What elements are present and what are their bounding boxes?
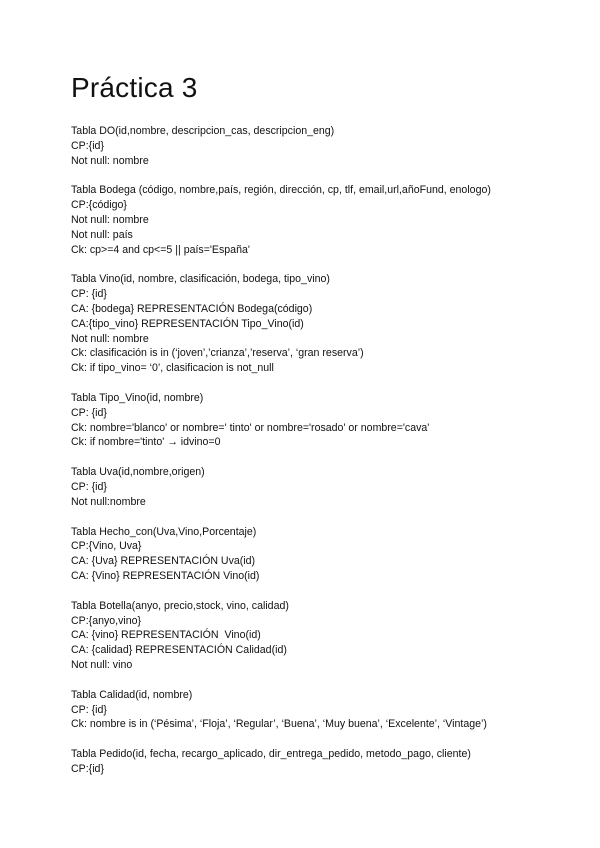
constraint-line: CP: {id} bbox=[71, 703, 107, 716]
constraint-line: CA: {Vino} REPRESENTACIÓN Vino(id) bbox=[71, 569, 260, 582]
constraint-line: Not null:nombre bbox=[71, 495, 146, 508]
constraint-line: CP:{id} bbox=[71, 139, 104, 152]
constraint-line: CA: {bodega} REPRESENTACIÓN Bodega(código) bbox=[71, 302, 313, 315]
section-spacer bbox=[71, 732, 591, 747]
table-definition-block bbox=[71, 747, 591, 777]
table-definition-block bbox=[71, 688, 591, 732]
constraint-line: CA:{tipo_vino} REPRESENTACIÓN Tipo_Vino(id) bbox=[71, 317, 304, 330]
table-heading: Tabla Hecho_con(Uva,Vino,Porcentaje) bbox=[71, 525, 257, 538]
table-definition-block bbox=[71, 599, 591, 673]
table-heading: Tabla Uva(id,nombre,origen) bbox=[71, 466, 205, 479]
constraint-line: Ck: nombre='blanco' or nombre=' tinto' or nombre='rosado' or nombre='cava' bbox=[71, 421, 430, 434]
constraint-line: Ck: cp>=4 and cp<=5 || país='España' bbox=[71, 243, 250, 256]
constraint-line: Not null: vino bbox=[71, 658, 133, 671]
table-heading: Tabla Calidad(id, nombre) bbox=[71, 688, 193, 701]
constraint-line: CP:{anyo,vino} bbox=[71, 614, 142, 627]
section-spacer bbox=[71, 450, 591, 465]
constraint-line: Not null: país bbox=[71, 228, 133, 241]
table-heading: Tabla Botella(anyo, precio,stock, vino, calidad) bbox=[71, 599, 289, 612]
section-spacer bbox=[71, 376, 591, 391]
constraint-line: CP:{Vino, Uva} bbox=[71, 540, 142, 553]
page-title: Práctica 3 bbox=[71, 72, 198, 103]
table-definition-block bbox=[71, 525, 591, 584]
table-definition-block bbox=[71, 391, 591, 450]
constraint-line: CP:{id} bbox=[71, 762, 104, 775]
section-spacer bbox=[71, 168, 591, 183]
constraint-line: CP: {id} bbox=[71, 480, 107, 493]
constraint-line: Not null: nombre bbox=[71, 154, 149, 167]
section-spacer bbox=[71, 510, 591, 525]
constraint-line: Not null: nombre bbox=[71, 213, 149, 226]
constraint-line: CP: {id} bbox=[71, 288, 107, 301]
table-definition-block bbox=[71, 272, 591, 376]
table-definition-block bbox=[71, 465, 591, 509]
document-body bbox=[71, 124, 591, 777]
constraint-line: Ck: clasificación is in (‘joven’,’crianza’,’reserva’, ‘gran reserva’) bbox=[71, 347, 364, 360]
table-heading: Tabla Tipo_Vino(id, nombre) bbox=[71, 391, 204, 404]
section-spacer bbox=[71, 257, 591, 272]
constraint-line: Not null: nombre bbox=[71, 332, 149, 345]
section-spacer bbox=[71, 584, 591, 599]
table-heading: Tabla DO(id,nombre, descripcion_cas, descripcion_eng) bbox=[71, 125, 335, 137]
constraint-line: CA: {calidad} REPRESENTACIÓN Calidad(id) bbox=[71, 644, 287, 657]
table-heading: Tabla Vino(id, nombre, clasificación, bodega, tipo_vino) bbox=[71, 273, 330, 286]
constraint-line: CP:{código} bbox=[71, 199, 127, 212]
table-heading: Tabla Bodega (código, nombre,país, región, dirección, cp, tlf, email,url,añoFund, enologo) bbox=[71, 184, 491, 197]
table-definition-block bbox=[71, 183, 591, 257]
constraint-line: CA: {Uva} REPRESENTACIÓN Uva(id) bbox=[71, 555, 256, 568]
constraint-line: CA: {vino} REPRESENTACIÓN Vino(id) bbox=[71, 629, 261, 642]
constraint-line: Ck: if tipo_vino= ‘0’, clasificacion is not_null bbox=[71, 362, 274, 375]
table-heading: Tabla Pedido(id, fecha, recargo_aplicado, dir_entrega_pedido, metodo_pago, cliente) bbox=[71, 748, 471, 761]
constraint-line: Ck: nombre is in (‘Pésima’, ‘Floja’, ‘Regular’, ‘Buena’, ‘Muy buena’, ‘Excelente’, ‘Vintage’) bbox=[71, 718, 487, 731]
constraint-line: Ck: if nombre='tinto' → idvino=0 bbox=[71, 436, 221, 449]
table-definition-block bbox=[71, 124, 591, 168]
constraint-line: CP: {id} bbox=[71, 406, 107, 419]
section-spacer bbox=[71, 673, 591, 688]
